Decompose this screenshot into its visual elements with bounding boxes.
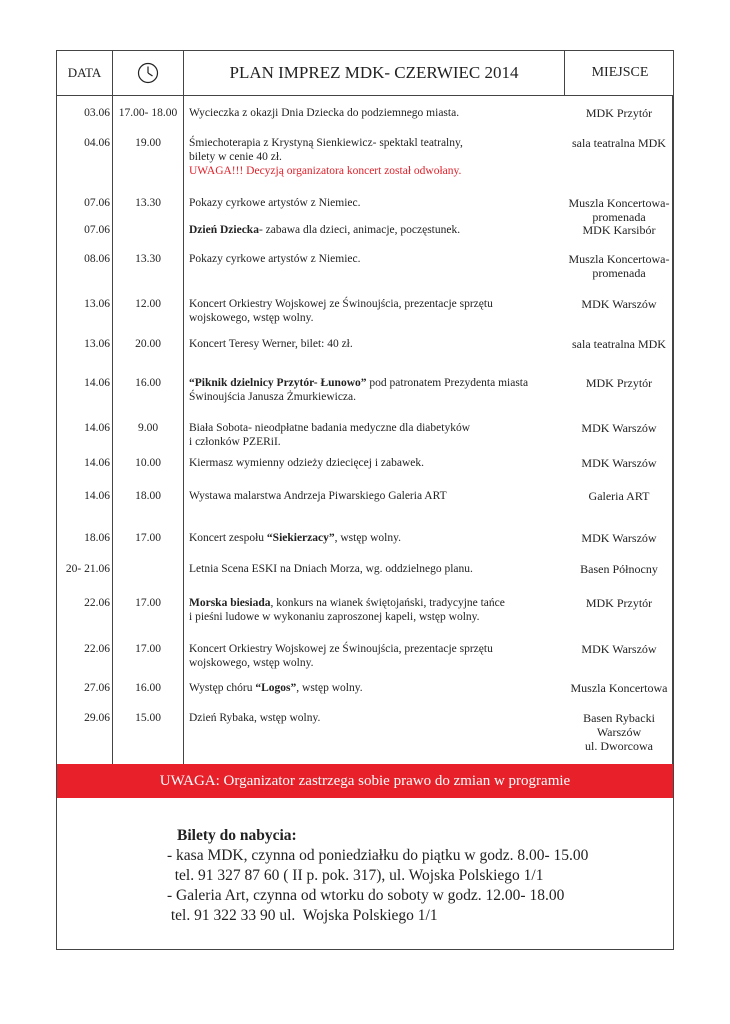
event-highlight: “Piknik dzielnicy Przytór- Łunowo” bbox=[189, 377, 367, 389]
event-date: 14.06 bbox=[84, 490, 110, 502]
event-description bbox=[189, 456, 559, 470]
event-description bbox=[189, 681, 559, 695]
event-time: 17.00- 18.00 bbox=[118, 107, 178, 119]
event-highlight: Morska biesiada bbox=[189, 597, 271, 609]
event-prefix: Występ chóru bbox=[189, 682, 256, 694]
event-highlight: “Siekierzacy” bbox=[266, 532, 335, 544]
event-place bbox=[563, 562, 675, 576]
event-time: 19.00 bbox=[135, 137, 161, 149]
cancellation-note: UWAGA!!! Decyzją organizatora koncert został odwołany. bbox=[189, 165, 462, 177]
tickets-line: - kasa MDK, czynna od poniedziałku do piątku w godz. 8.00- 15.00 bbox=[167, 847, 589, 864]
event-date: 22.06 bbox=[84, 597, 110, 609]
event-text: Dzień Rybaka, wstęp wolny. bbox=[189, 712, 321, 724]
event-time: 13.30 bbox=[135, 253, 161, 265]
event-time: 17.00 bbox=[135, 643, 161, 655]
event-place bbox=[563, 489, 675, 503]
event-date: 14.06 bbox=[84, 422, 110, 434]
page-title: PLAN IMPREZ MDK- CZERWIEC 2014 bbox=[229, 63, 519, 82]
event-time: 16.00 bbox=[135, 377, 161, 389]
event-place-line: Basen Rybacki bbox=[583, 711, 655, 725]
event-date: 13.06 bbox=[84, 338, 110, 350]
event-place bbox=[563, 297, 675, 311]
event-text: Kiermasz wymienny odzieży dziecięcej i zabawek. bbox=[189, 457, 424, 469]
event-time: 13.30 bbox=[135, 197, 161, 209]
event-place bbox=[563, 196, 675, 224]
event-text: Pokazy cyrkowe artystów z Niemiec. bbox=[189, 197, 361, 209]
event-time: 12.00 bbox=[135, 298, 161, 310]
event-place-line: promenada bbox=[592, 210, 646, 224]
tickets-info bbox=[167, 826, 588, 926]
event-time: 17.00 bbox=[135, 597, 161, 609]
event-place bbox=[563, 531, 675, 545]
schedule-frame bbox=[56, 50, 674, 950]
event-text: Śmiechoterapia z Krystyną Sienkiewicz- spektakl teatralny, bbox=[189, 137, 463, 149]
event-text: Letnia Scena ESKI na Dniach Morza, wg. oddzielnego planu. bbox=[189, 563, 473, 575]
event-place-line: MDK Karsibór bbox=[582, 223, 656, 237]
event-place-line: MDK Warszów bbox=[581, 421, 657, 435]
tickets-title: Bilety do nabycia: bbox=[177, 827, 297, 844]
event-description-line: bilety w cenie 40 zł. bbox=[189, 151, 282, 163]
event-description-line bbox=[189, 337, 559, 351]
event-description bbox=[189, 596, 559, 624]
event-description bbox=[189, 337, 559, 351]
event-place bbox=[563, 337, 675, 351]
event-time: 17.00 bbox=[135, 532, 161, 544]
event-highlight: “Logos” bbox=[255, 682, 297, 694]
event-text: Koncert Orkiestry Wojskowej ze Świnoujścia, prezentacje sprzętu bbox=[189, 643, 493, 655]
event-description-line bbox=[189, 531, 559, 545]
event-description-line bbox=[189, 562, 559, 576]
event-place-line: promenada bbox=[592, 266, 646, 280]
event-text: Wystawa malarstwa Andrzeja Piwarskiego Galeria ART bbox=[189, 490, 447, 502]
event-place bbox=[563, 456, 675, 470]
event-text: , wstęp wolny. bbox=[334, 532, 401, 544]
event-prefix: Koncert zespołu bbox=[189, 532, 267, 544]
place-column-header: MIEJSCE bbox=[591, 65, 649, 80]
event-date: 27.06 bbox=[84, 682, 110, 694]
event-place-line: Muszla Koncertowa- bbox=[568, 252, 670, 266]
event-description-line bbox=[189, 252, 559, 266]
clock-icon bbox=[113, 51, 183, 95]
event-place bbox=[563, 136, 675, 150]
event-date: 07.06 bbox=[84, 224, 110, 236]
event-place bbox=[563, 376, 675, 390]
event-description-line bbox=[189, 223, 559, 237]
table-header bbox=[57, 51, 673, 96]
event-place bbox=[563, 681, 675, 695]
event-place bbox=[563, 711, 675, 753]
event-description-line: i członków PZERiI. bbox=[189, 436, 281, 448]
event-place-line: MDK Przytór bbox=[585, 106, 653, 120]
event-description-line bbox=[189, 681, 559, 695]
event-place bbox=[563, 223, 675, 237]
event-description bbox=[189, 642, 559, 670]
tickets-line: - Galeria Art, czynna od wtorku do soboty w godz. 12.00- 18.00 bbox=[167, 887, 565, 904]
event-highlight: Dzień Dziecka bbox=[189, 224, 259, 236]
event-date: 20- 21.06 bbox=[65, 563, 110, 575]
event-date: 14.06 bbox=[84, 377, 110, 389]
event-description bbox=[189, 252, 559, 266]
event-place bbox=[563, 106, 675, 120]
event-description bbox=[189, 376, 559, 404]
event-description-line bbox=[189, 596, 559, 610]
event-text: Pokazy cyrkowe artystów z Niemiec. bbox=[189, 253, 361, 265]
event-description bbox=[189, 136, 559, 178]
event-place bbox=[563, 596, 675, 610]
event-description bbox=[189, 297, 559, 325]
event-place-line: MDK Przytór bbox=[585, 376, 653, 390]
event-description-line bbox=[189, 106, 559, 120]
event-description-line bbox=[189, 711, 559, 725]
event-description-line bbox=[189, 642, 559, 656]
event-time: 16.00 bbox=[135, 682, 161, 694]
event-place-line: MDK Warszów bbox=[581, 297, 657, 311]
event-text: , wstęp wolny. bbox=[296, 682, 363, 694]
event-date: 14.06 bbox=[84, 457, 110, 469]
event-description-line bbox=[189, 489, 559, 503]
event-description bbox=[189, 106, 559, 120]
event-place-line: Muszla Koncertowa- bbox=[568, 196, 670, 210]
event-date: 18.06 bbox=[84, 532, 110, 544]
event-date: 29.06 bbox=[84, 712, 110, 724]
event-description-line bbox=[189, 196, 559, 210]
event-date: 08.06 bbox=[84, 253, 110, 265]
event-description-line bbox=[189, 376, 559, 390]
warning-banner: UWAGA: Organizator zastrzega sobie prawo do zmian w programie bbox=[57, 764, 673, 798]
event-description-line bbox=[189, 297, 559, 311]
event-date: 13.06 bbox=[84, 298, 110, 310]
event-place-line: Basen Północny bbox=[580, 562, 658, 576]
event-time: 20.00 bbox=[135, 338, 161, 350]
event-description bbox=[189, 196, 559, 210]
event-description-line bbox=[189, 136, 559, 150]
event-text: Wycieczka z okazji Dnia Dziecka do podziemnego miasta. bbox=[189, 107, 460, 119]
event-text: , konkurs na wianek świętojański, tradycyjne tańce bbox=[270, 597, 505, 609]
event-description-line: i pieśni ludowe w wykonaniu zaproszonej kapeli, wstęp wolny. bbox=[189, 611, 480, 623]
event-place-line: MDK Warszów bbox=[581, 531, 657, 545]
date-column-header: DATA bbox=[67, 65, 102, 80]
event-place bbox=[563, 252, 675, 280]
event-place-line: Muszla Koncertowa bbox=[570, 681, 668, 695]
column-divider bbox=[112, 51, 113, 764]
event-date: 22.06 bbox=[84, 643, 110, 655]
event-place-line: sala teatralna MDK bbox=[572, 337, 666, 351]
event-date: 03.06 bbox=[84, 107, 110, 119]
event-place bbox=[563, 642, 675, 656]
event-time: 9.00 bbox=[137, 422, 159, 434]
event-description-line: wojskowego, wstęp wolny. bbox=[189, 312, 314, 324]
event-text: Koncert Orkiestry Wojskowej ze Świnoujścia, prezentacje sprzętu bbox=[189, 298, 493, 310]
column-divider bbox=[183, 51, 184, 764]
event-text: pod patronatem Prezydenta miasta bbox=[366, 377, 529, 389]
event-description bbox=[189, 531, 559, 545]
event-date: 07.06 bbox=[84, 197, 110, 209]
event-time: 18.00 bbox=[135, 490, 161, 502]
event-description-line bbox=[189, 421, 559, 435]
event-description bbox=[189, 489, 559, 503]
event-description bbox=[189, 223, 559, 237]
tickets-line: tel. 91 322 33 90 ul. Wojska Polskiego 1/1 bbox=[167, 907, 438, 924]
event-date: 04.06 bbox=[84, 137, 110, 149]
event-place-line: Galeria ART bbox=[588, 489, 650, 503]
event-place-line: MDK Przytór bbox=[585, 596, 653, 610]
event-time: 10.00 bbox=[135, 457, 161, 469]
event-place-line: MDK Warszów bbox=[581, 642, 657, 656]
event-description-line: wojskowego, wstęp wolny. bbox=[189, 657, 314, 669]
event-place-line: Warszów bbox=[596, 725, 642, 739]
event-text: - zabawa dla dzieci, animacje, poczęstunek. bbox=[258, 224, 461, 236]
event-place bbox=[563, 421, 675, 435]
event-place-line: MDK Warszów bbox=[581, 456, 657, 470]
event-description-line: Świnoujścia Janusza Żmurkiewicza. bbox=[189, 391, 357, 403]
column-divider bbox=[564, 51, 565, 96]
event-text: Biała Sobota- nieodpłatne badania medyczne dla diabetyków bbox=[189, 422, 471, 434]
event-description-line bbox=[189, 456, 559, 470]
event-text: Koncert Teresy Werner, bilet: 40 zł. bbox=[189, 338, 353, 350]
event-place-line: ul. Dworcowa bbox=[585, 739, 653, 753]
tickets-line: tel. 91 327 87 60 ( II p. pok. 317), ul. Wojska Polskiego 1/1 bbox=[167, 867, 544, 884]
event-description bbox=[189, 421, 559, 449]
event-time: 15.00 bbox=[135, 712, 161, 724]
event-description bbox=[189, 562, 559, 576]
event-place-line: sala teatralna MDK bbox=[572, 136, 666, 150]
event-description bbox=[189, 711, 559, 725]
